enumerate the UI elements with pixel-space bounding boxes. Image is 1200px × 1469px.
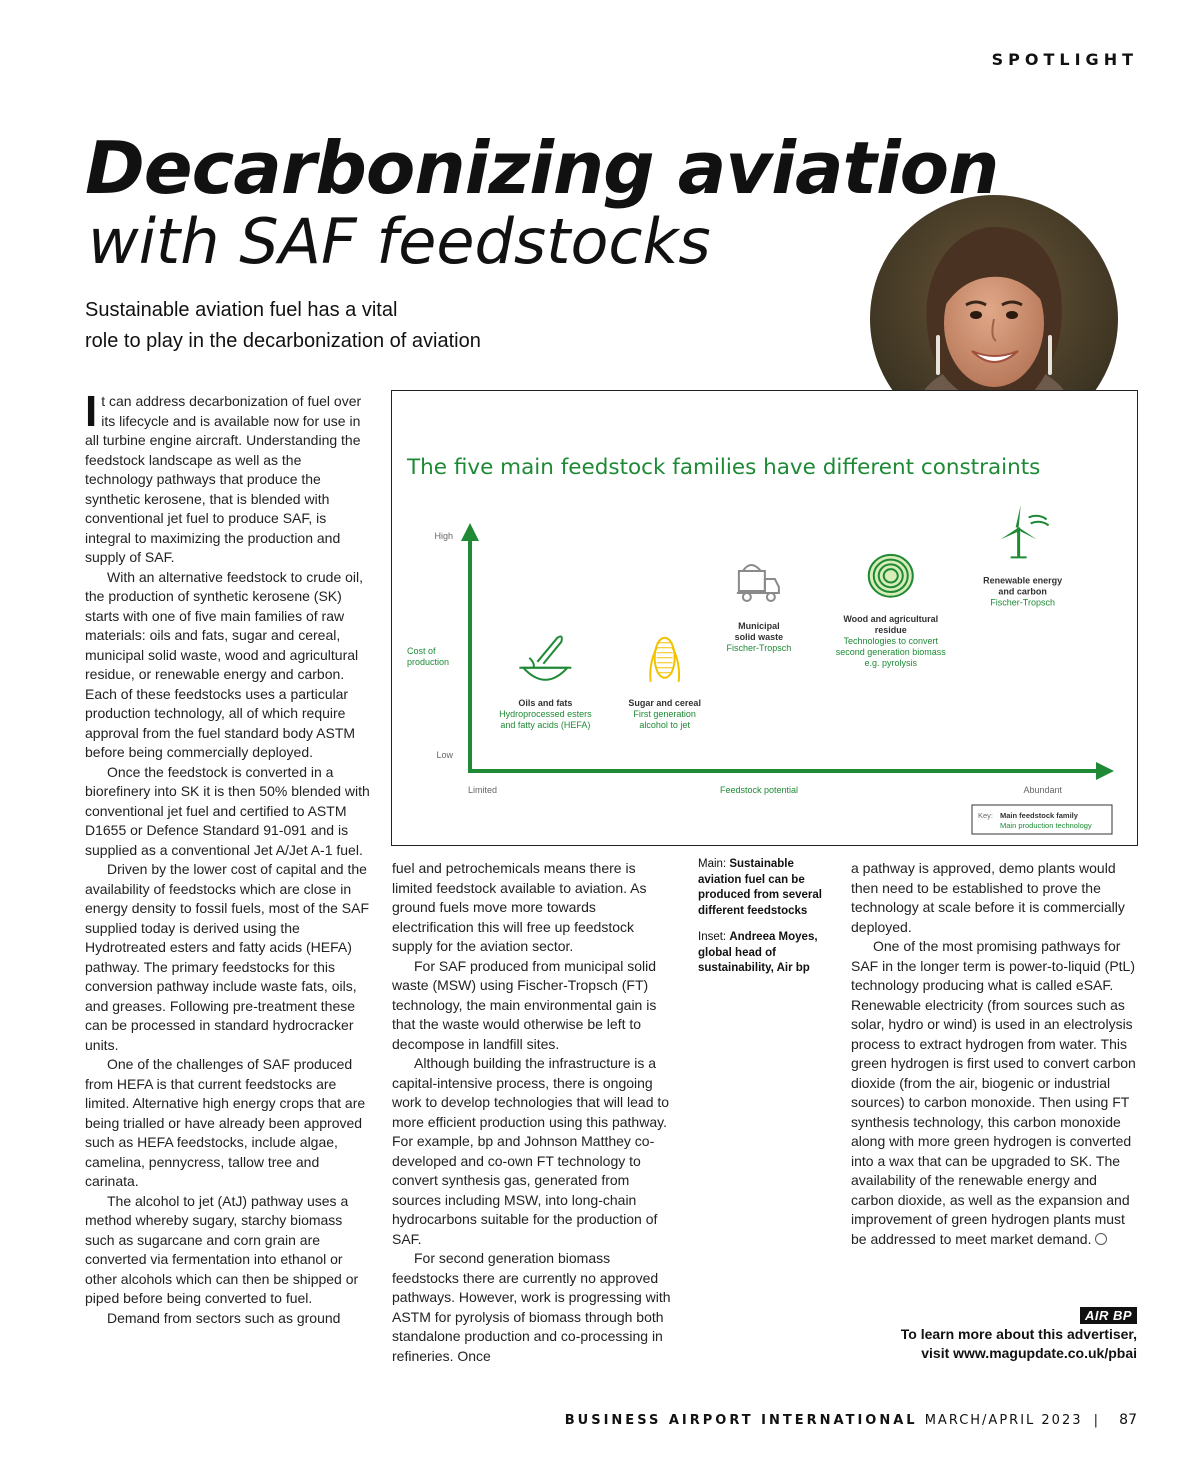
chart-title: The five main feedstock families have different constraints bbox=[407, 455, 1041, 480]
body-paragraph: Once the feedstock is converted in a biorefinery into SK it is then 50% blended with conventional jet fuel and certified to ASTM D1655 or Defence Standard 91-091 and is supplied as a conventional Jet A/Jet A-1 fuel. bbox=[85, 763, 370, 858]
advertiser-link[interactable]: www.magupdate.co.uk/pbai bbox=[953, 1345, 1137, 1361]
body-paragraph: fuel and petrochemicals means there is limited feedstock available to aviation. As ground fuels move more towards electrification this will free up feedstock supply for the aviation sector. bbox=[392, 860, 647, 954]
main-caption bbox=[698, 857, 838, 920]
headline: Decarbonizing aviation bbox=[85, 126, 999, 210]
advertiser-url-prefix: visit bbox=[921, 1345, 954, 1361]
feedstock-chart bbox=[391, 390, 1138, 846]
body-paragraph: Demand from sectors such as ground bbox=[107, 1309, 341, 1326]
point-family-label: Sugar and cereal bbox=[628, 697, 701, 708]
standfirst-line: Sustainable aviation fuel has a vital bbox=[85, 299, 398, 321]
feedstock-point bbox=[628, 638, 701, 730]
body-paragraph: One of the challenges of SAF produced from HEFA is that current feedstocks are limited. Alternative high energy crops that are being trialled or have already been approved such as HEFA feedstocks, include algae, camelina, pennycress, tallow tree and carinata. bbox=[85, 1056, 366, 1189]
body-paragraph: Driven by the lower cost of capital and the availability of feedstocks which are close in energy density to fossil fuels, most of the SAF supplied today is derived using the Hydrotreated esters and fatty acids (HEFA) pathway. The primary feedstocks for this conversion pathway include waste fats, oils, and greases. Following pre-treatment these can be processed in standard hydrocracker units. bbox=[85, 861, 370, 1053]
standfirst-line: role to play in the decarbonization of aviation bbox=[85, 330, 481, 352]
y-axis-arrowhead bbox=[461, 523, 479, 541]
feedstock-point bbox=[499, 636, 592, 729]
body-paragraph bbox=[85, 387, 371, 568]
legend-prefix: Key: bbox=[978, 811, 994, 820]
point-technology-label: Fischer-Tropsch bbox=[990, 597, 1055, 608]
body-paragraph: The alcohol to jet (AtJ) pathway uses a method whereby sugary, starchy biomass such as sugarcane and corn grain are converted via fermentation into ethanol or other alcohols which can then be shipped or piped before being converted to fuel. bbox=[85, 1192, 359, 1306]
point-technology-label: e.g. pyrolysis bbox=[864, 657, 918, 668]
caption-text: Andreea Moyes, global head of sustainability, Air bp bbox=[698, 930, 818, 975]
body-paragraph: With an alternative feedstock to crude oil, the production of synthetic kerosene (SK) starts with one of five main families of raw materials: oils and fats, sugar and cereal, municipal solid waste, wood and agricultural residue, or renewable energy and carbon. Each of these feedstocks uses a particular production technology, all of which require approval from the fuel standard body ASTM before being commercially deployed. bbox=[85, 568, 364, 760]
advertiser-badge: AIR BP bbox=[1080, 1307, 1137, 1324]
x-axis-label: Feedstock potential bbox=[719, 785, 799, 795]
article-column-4 bbox=[851, 859, 1137, 1249]
headline-subtitle: with SAF feedstocks bbox=[88, 205, 711, 278]
wood-log-icon bbox=[869, 555, 913, 597]
body-paragraph: For second generation biomass feedstocks there are currently no approved pathways. However, work is progressing with ASTM for pyrolysis of biomass through both standalone production and co-processing in refineries. Once bbox=[392, 1250, 671, 1364]
oil-drop-icon bbox=[519, 636, 571, 679]
point-family-label: solid waste bbox=[734, 632, 784, 642]
x-tick-limited: Limited bbox=[468, 785, 498, 795]
feedstock-point bbox=[983, 505, 1062, 607]
corn-icon bbox=[650, 638, 679, 682]
point-technology-label: Technologies to convert bbox=[843, 635, 939, 646]
page-footer bbox=[565, 1412, 1137, 1428]
point-family-label: Wood and agricultural bbox=[843, 613, 939, 624]
advertiser-note bbox=[901, 1307, 1137, 1363]
article-column-1 bbox=[85, 387, 371, 1328]
body-paragraph: For SAF produced from municipal solid waste (MSW) using Fischer-Tropsch (FT) technology, the main environmental gain is that the waste would otherwise be left to decompose in landfill sites. bbox=[392, 957, 657, 1052]
legend-technology-label: Main production technology bbox=[1000, 821, 1092, 830]
point-family-label: Renewable energy bbox=[983, 575, 1063, 586]
page-number: 87 bbox=[1119, 1412, 1137, 1428]
point-technology-label: second generation biomass bbox=[835, 646, 946, 657]
point-technology-label: First generation bbox=[633, 708, 696, 719]
legend-family-label: Main feedstock family bbox=[1000, 811, 1078, 820]
section-label: SPOTLIGHT bbox=[991, 50, 1138, 69]
image-captions bbox=[698, 857, 838, 987]
inset-caption bbox=[698, 930, 838, 977]
caption-text: Sustainable aviation fuel can be produced from several different feedstocks bbox=[698, 858, 822, 918]
body-paragraph: a pathway is approved, demo plants would then need to be established to prove the technology at scale before it is commercially deployed. bbox=[851, 860, 1125, 935]
standfirst bbox=[85, 295, 605, 357]
x-axis-arrowhead bbox=[1096, 762, 1114, 780]
article-column-2 bbox=[392, 859, 678, 1366]
point-family-label: Municipal bbox=[738, 621, 780, 631]
footer-separator: | bbox=[1093, 1413, 1099, 1428]
issue-date: MARCH/APRIL 2023 bbox=[924, 1413, 1083, 1428]
end-of-article-icon bbox=[1095, 1233, 1107, 1245]
wind-turbine-icon bbox=[1001, 505, 1049, 557]
caption-label: Main: bbox=[698, 858, 727, 870]
x-tick-abundant: Abundant bbox=[1023, 785, 1062, 795]
y-tick-low: Low bbox=[436, 750, 453, 760]
point-technology-label: and fatty acids (HEFA) bbox=[500, 719, 591, 730]
paragraph-text: One of the most promising pathways for SAF in the longer term is power-to-liquid (PtL) technology producing what is called eSAF. Renewable electricity (from sources such as solar, hydro or wind) is used in an electrolysis process to extract hydrogen from water. This green hydrogen is first used to convert carbon dioxide (from the air, biogenic or industrial sources) to carbon monoxide. Then using FT synthesis technology, this carbon monoxide along with more green hydrogen is converted into a wax that can be upgraded to SK. The availability of the renewable energy and carbon dioxide, as well as the expansion and improvement of green hydrogen plants must be addressed to meet market demand. bbox=[851, 938, 1136, 1247]
point-family-label: Oils and fats bbox=[518, 697, 573, 708]
y-tick-high: High bbox=[434, 531, 453, 541]
y-axis-label: Cost of production bbox=[407, 646, 450, 667]
body-paragraph bbox=[851, 937, 1137, 1249]
point-technology-label: Hydroprocessed esters bbox=[499, 708, 592, 719]
drop-cap: I bbox=[85, 387, 98, 436]
body-paragraph: Although building the infrastructure is a capital-intensive process, there is ongoing work to develop technologies that will lead to more efficient production using this pathway. For example, bp and Johnson Matthey co-developed and co-own FT technology to convert synthesis gas, generated from sources including MSW, into long-chain hydrocarbons suitable for the production of SAF. bbox=[392, 1055, 670, 1247]
point-technology-label: Fischer-Tropsch bbox=[726, 643, 792, 653]
point-family-label: and carbon bbox=[998, 586, 1047, 597]
point-technology-label: alcohol to jet bbox=[639, 719, 690, 730]
chart-points-layer bbox=[499, 505, 1062, 729]
feedstock-chart-svg bbox=[392, 391, 1137, 845]
advertiser-url-line bbox=[901, 1344, 1137, 1363]
publication-name: BUSINESS AIRPORT INTERNATIONAL bbox=[564, 1413, 918, 1428]
advertiser-line: To learn more about this advertiser, bbox=[900, 1326, 1137, 1342]
point-family-label: residue bbox=[874, 624, 907, 635]
caption-label: Inset: bbox=[698, 930, 727, 943]
feedstock-point bbox=[836, 555, 947, 668]
garbage-truck-icon bbox=[737, 565, 779, 601]
paragraph-text: t can address decarbonization of fuel over its lifecycle and is available now for use in all turbine engine aircraft. Understanding the feedstock landscape as well as the technology pathways that produce the synthetic kerosene, that is blended with conventional jet fuel to produce SAF, is integral to maximizing the production and supply of SAF. bbox=[85, 393, 362, 565]
feedstock-point bbox=[727, 565, 792, 653]
